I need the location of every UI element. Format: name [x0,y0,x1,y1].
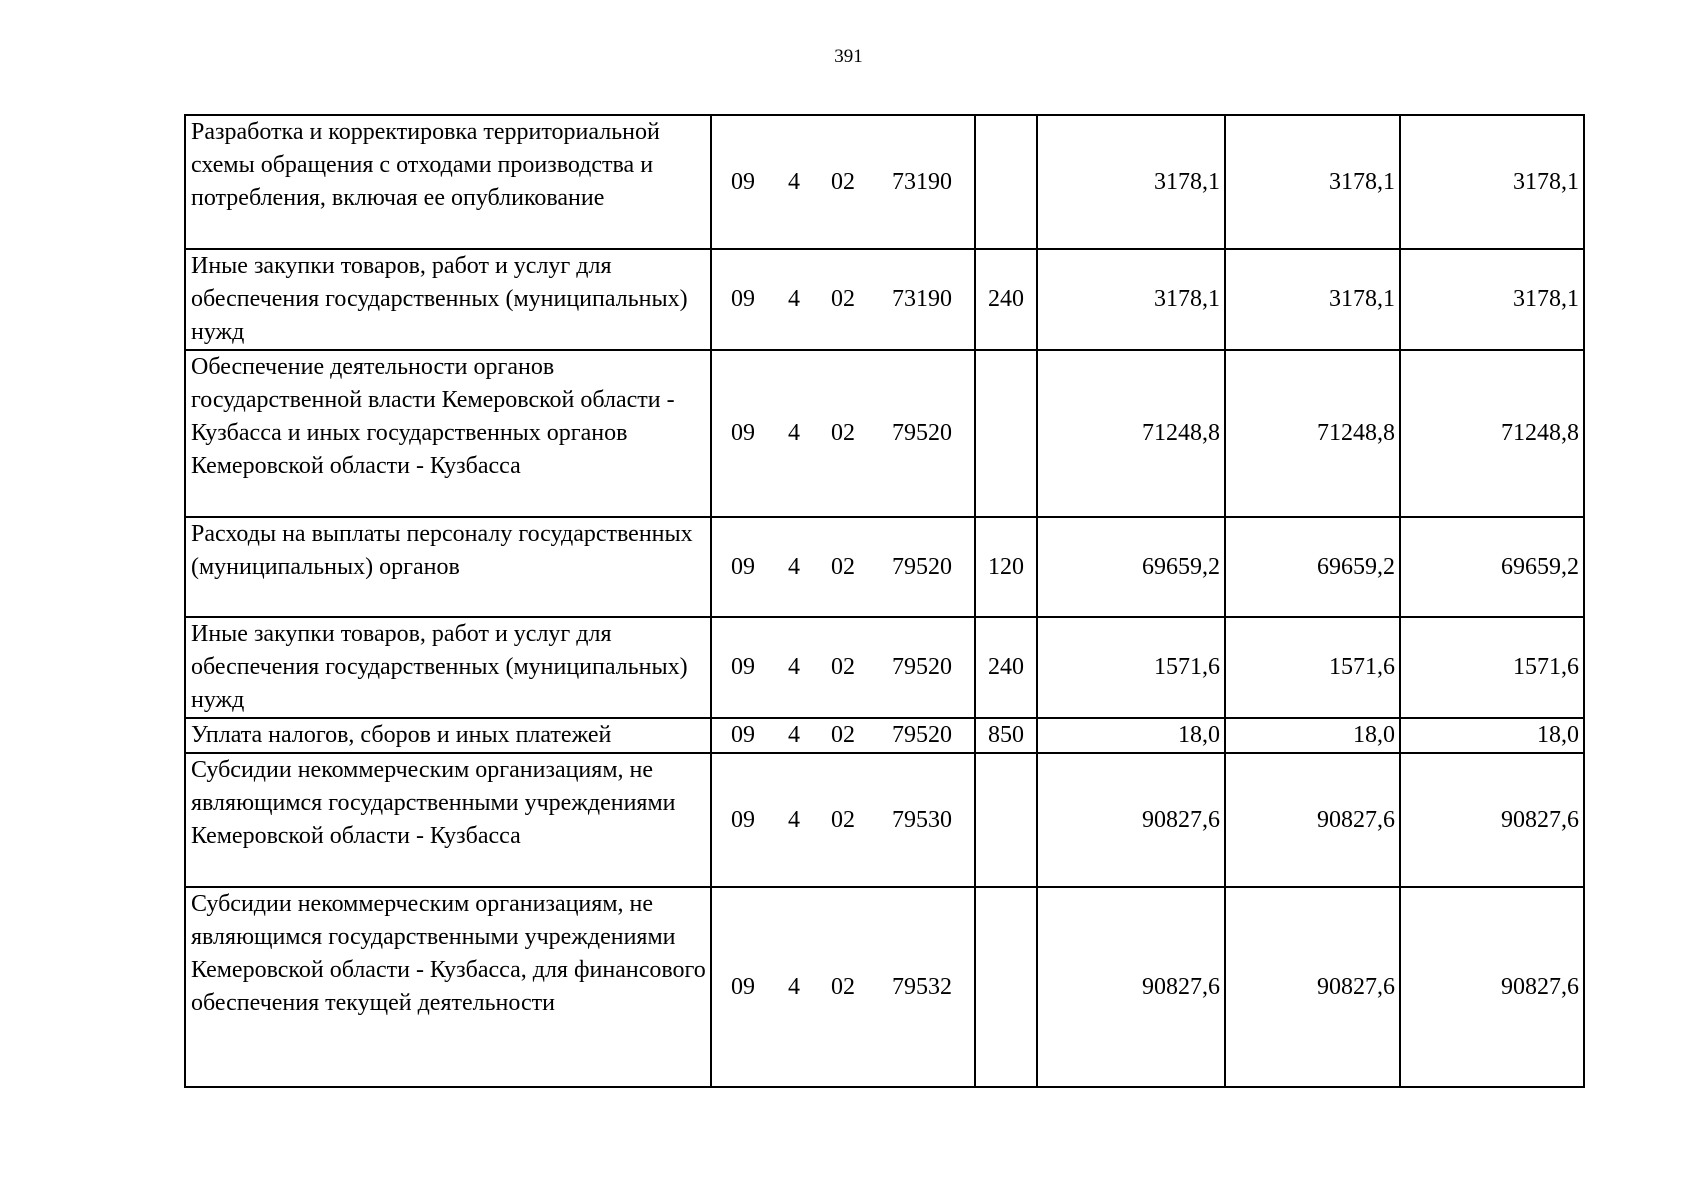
sum-year-2: 71248,8 [1225,350,1400,517]
code-subprogram: 02 [831,973,855,1000]
row-name: Уплата налогов, сборов и иных платежей [185,718,711,753]
code-direction: 79532 [892,973,952,1000]
code-program: 4 [788,286,800,312]
row-codes [711,753,975,887]
code-razdel: 09 [731,654,755,680]
page-number: 391 [834,46,863,67]
budget-table [184,114,1585,1088]
code-subprogram: 02 [831,168,855,195]
row-name: Обеспечение деятельности органов государственной власти Кемеровской области - Кузбасса и иных государственных органов Кемеровской области - Кузбасса [185,350,711,517]
code-razdel: 09 [731,420,755,446]
code-program: 4 [788,553,800,580]
code-program: 4 [788,722,800,748]
sum-year-2: 1571,6 [1225,617,1400,718]
sum-year-1: 3178,1 [1037,115,1225,249]
code-program: 4 [788,973,800,1000]
table-row [185,115,1584,249]
code-vr [975,115,1037,249]
code-subprogram: 02 [831,553,855,580]
code-vr [975,350,1037,517]
code-subprogram: 02 [831,286,855,312]
table-row [185,249,1584,350]
code-subprogram: 02 [831,722,855,748]
code-razdel: 09 [731,168,755,195]
code-razdel: 09 [731,286,755,312]
sum-year-3: 90827,6 [1400,753,1584,887]
row-name: Разработка и корректировка территориальной схемы обращения с отходами производства и потребления, включая ее опубликование [185,115,711,249]
row-codes [711,115,975,249]
code-direction: 79520 [892,553,952,580]
row-name: Иные закупки товаров, работ и услуг для обеспечения государственных (муниципальных) нужд [185,249,711,350]
code-direction: 73190 [892,286,952,312]
sum-year-1: 90827,6 [1037,753,1225,887]
code-vr: 240 [975,617,1037,718]
row-codes [711,517,975,617]
sum-year-2: 3178,1 [1225,249,1400,350]
table-row [185,718,1584,753]
sum-year-1: 90827,6 [1037,887,1225,1087]
row-name: Субсидии некоммерческим организациям, не являющимся государственными учреждениями Кемеровской области - Кузбасса [185,753,711,887]
sum-year-3: 69659,2 [1400,517,1584,617]
sum-year-1: 71248,8 [1037,350,1225,517]
code-vr: 120 [975,517,1037,617]
row-codes [711,617,975,718]
row-codes [711,350,975,517]
code-vr [975,887,1037,1087]
code-subprogram: 02 [831,420,855,446]
sum-year-2: 18,0 [1225,718,1400,753]
code-vr: 240 [975,249,1037,350]
row-name: Иные закупки товаров, работ и услуг для обеспечения государственных (муниципальных) нужд [185,617,711,718]
table-row [185,517,1584,617]
sum-year-2: 90827,6 [1225,753,1400,887]
row-codes [711,887,975,1087]
code-vr: 850 [975,718,1037,753]
code-subprogram: 02 [831,806,855,833]
table-row [185,350,1584,517]
sum-year-3: 90827,6 [1400,887,1584,1087]
sum-year-3: 3178,1 [1400,249,1584,350]
code-program: 4 [788,806,800,833]
code-program: 4 [788,654,800,680]
sum-year-1: 1571,6 [1037,617,1225,718]
code-razdel: 09 [731,553,755,580]
code-razdel: 09 [731,973,755,1000]
sum-year-1: 3178,1 [1037,249,1225,350]
sum-year-3: 1571,6 [1400,617,1584,718]
sum-year-1: 18,0 [1037,718,1225,753]
row-name: Расходы на выплаты персоналу государственных (муниципальных) органов [185,517,711,617]
code-direction: 73190 [892,168,952,195]
sum-year-3: 71248,8 [1400,350,1584,517]
code-razdel: 09 [731,806,755,833]
row-name: Субсидии некоммерческим организациям, не являющимся государственными учреждениями Кемеровской области - Кузбасса, для финансового обеспечения текущей деятельности [185,887,711,1087]
code-vr [975,753,1037,887]
sum-year-3: 18,0 [1400,718,1584,753]
row-codes [711,718,975,753]
code-subprogram: 02 [831,654,855,680]
code-direction: 79530 [892,806,952,833]
code-razdel: 09 [731,722,755,748]
table-row [185,887,1584,1087]
code-direction: 79520 [892,420,952,446]
sum-year-2: 90827,6 [1225,887,1400,1087]
code-direction: 79520 [892,654,952,680]
sum-year-1: 69659,2 [1037,517,1225,617]
sum-year-3: 3178,1 [1400,115,1584,249]
code-program: 4 [788,168,800,195]
table-row [185,753,1584,887]
sum-year-2: 3178,1 [1225,115,1400,249]
row-codes [711,249,975,350]
code-direction: 79520 [892,722,952,748]
code-program: 4 [788,420,800,446]
sum-year-2: 69659,2 [1225,517,1400,617]
table-row [185,617,1584,718]
